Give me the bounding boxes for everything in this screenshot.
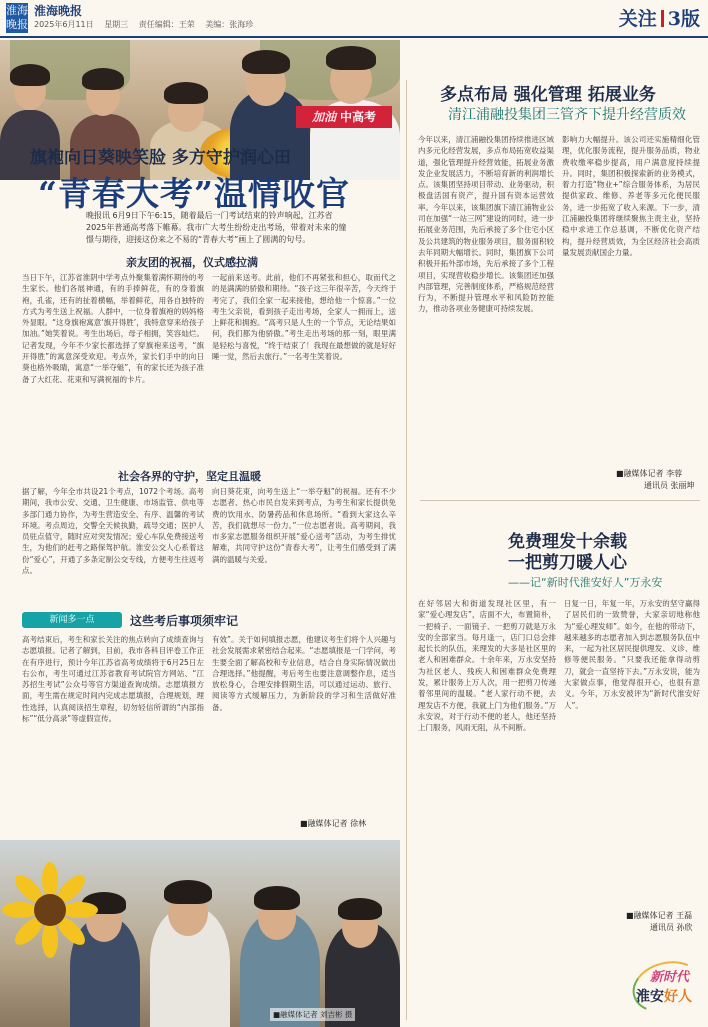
article3-column2: 日复一日，年复一年，万永安的坚守赢得了居民们的一致赞誉，大家亲切地称他为“爱心理发师”。如今，在他的带动下，越来越多的志愿者加入到志愿服务队伍中来，一起为社区居民提供理发、义诊、维修等便民服务。“只要我还能拿得动剪刀，就会一直坚持下去。”万永安说，能为大家做点事，他觉得很开心，也很有意义。今年，万永安被评为“新时代淮安好人”。 xyxy=(564,599,700,710)
article3-column1: 在好邻居大和街道发现社区里，有一家“爱心理发店”，店面不大，布置简朴，一把椅子、一面镜子、一把剪刀就是万永安的全部家当。每月逢一，店门口总会排起长长的队伍，来理发的大多是社区里的老人和困难群众。十余年来，万永安坚持为社区老人、残疾人和困难群众免费理发，累计服务上万人次，用一把剪刀传递着邻里间的温暖。“老人家行动不便，去理发店不方便，我就上门为他们服务。”万永安说，对于行动不便的老人，他还坚持上门服务，风雨无阻，从不间断。 xyxy=(418,599,556,733)
masthead xyxy=(0,0,708,36)
photo-hair xyxy=(338,898,382,920)
photo-hair xyxy=(164,880,212,904)
lead-title: “青春大考”温情收官 xyxy=(38,174,350,213)
section1-column1: 当日下午，江苏省淮阴中学考点外聚集着满怀期待的考生家长。他们各展神通，有的手捧鲜花，有的身着旗袍，孔雀，还有的扯着横幅，举着鲜花，用各自独特的方式为考生送上祝福。人群中，一位身着旗袍的妈妈格外显眼。“这身旗袍寓意‘旗开得胜’，我特意穿来给孩子加油。”她笑着说。考生出场后，母子相拥，笑容灿烂。记者发现，今年不少家长都选择了穿旗袍来送考，“旗开得胜”的寓意深受欢迎。考点外，家长们手中的向日葵也格外吸睛，寓意“一举夺魁”，有的家长还为孩子准备了大红花、花束和写满祝福的卡片。 xyxy=(22,273,204,384)
notice-column2: 有效”。关于如何填报志愿，他建议考生们将个人兴趣与社会发展需求紧密结合起来。“志愿填报是一门学问，考生要全面了解高校和专业信息，结合自身实际情况做出合理选择。”他提醒，考后考生也要注意调整作息，适当放松身心，合理安排假期生活，可以通过运动、旅行、阅读等方式缓解压力，为新阶段的学习和生活做好准备。 xyxy=(212,635,396,712)
photo-hair xyxy=(242,50,290,74)
article2-byline2: 通讯员 张丽坤 xyxy=(644,481,695,490)
section2-column2: 向日葵花束，向考生送上“一举夺魁”的祝福。还有不少志愿者、热心市民自发来到考点，为考生和家长提供免费的饮用水、防暑药品和休息场所。“看到大家这么辛苦，我们就想尽一份力。”一位志愿者说。高考期间，我市多家志愿服务组织开展“爱心送考”活动，为考生排忧解难，共同守护这份“青春大考”，让考生们感受到了满满的温暖与关爱。 xyxy=(212,487,396,564)
page-number: 3版 xyxy=(667,8,700,30)
lead-tag-text: 中高考 xyxy=(340,110,377,124)
issue-weekday: 星期三 xyxy=(104,20,129,29)
article3-title-line2: 一把剪刀暖人心 xyxy=(508,553,627,573)
logo-line2 xyxy=(636,986,692,1006)
newspaper-logo: 淮海晚报 xyxy=(6,4,28,31)
photo-hair xyxy=(254,886,300,910)
column-divider xyxy=(406,80,407,1020)
section1-heading: 亲友团的祝福，仪式感拉满 xyxy=(126,256,258,269)
section2-heading: 社会各界的守护，坚定且温暖 xyxy=(118,470,261,483)
notice-label: 新闻多一点 xyxy=(22,612,122,628)
lead-intro: 晚报讯 6月9日下午6:15，随着最后一门考试结束的铃声响起，江苏省2025年普通高考落下帷幕。我市广大考生纷纷走出考场，带着对未来的憧憬与期待，迎接这份来之不易的“青春大考”画上了圆满的句号。 xyxy=(86,211,347,244)
article3-byline1: ■融媒体记者 王磊 xyxy=(626,911,693,920)
article3-title-line1: 免费理发十余载 xyxy=(508,532,627,552)
lead-byline: ■融媒体记者 徐林 xyxy=(300,819,367,828)
article3-subtitle: ——记“新时代淮安好人”万永安 xyxy=(508,576,663,589)
sunflower-image xyxy=(0,860,100,960)
article-separator xyxy=(420,500,700,501)
article2-title: 多点布局 强化管理 拓展业务 xyxy=(440,85,656,105)
photo-hair xyxy=(326,46,376,70)
article2-subtitle: 清江浦融投集团三管齐下提升经营质效 xyxy=(448,107,686,123)
good-people-logo xyxy=(632,960,704,1020)
section1-column2: 一起前来送考。此前，他们不再紧张和担心，取而代之的是满满的骄傲和期待。“孩子这三年很辛苦，今天终于考完了，我们全家一起来接他，想给他一个惊喜。”一位考生父亲说，看到孩子走出考场，全家人一拥而上，送上鲜花和拥抱。“高考只是人生的一个节点，无论结果如何，我们都为他骄傲。”考生走出考场的那一刻，眼里满是轻松与喜悦，“终于结束了！我现在最想做的就是好好睡一觉，然后去旅行。”一名考生笑着说。 xyxy=(212,273,396,362)
logo-line1: 新时代 xyxy=(650,970,690,985)
photo-hair xyxy=(82,68,124,90)
article2-column1: 今年以来，清江浦融投集团持续推进区域内多元化经营发展，多点布局拓宽收益渠道，强化管理提升经营效能，拓展业务激发企业发展活力，不断培育新的利润增长点。该集团坚持项目带动、业务驱动，积极盘活国有资产，提升国有资本运营效率。今年以来，该集团旗下清江浦物业公司在加强“一站三网”建设的同时，进一步拓展业务范围，先后承接了多个住宅小区及公共建筑的物业服务项目，服务面积较去年同期大幅增长。同时，集团旗下公司积极开拓外部市场，先后承接了多个工程项目，实现营收稳步增长。该集团还加强内部管理，完善制度体系，严格规范经营行为，不断提升管理水平和风险防控能力，推动各项业务健康可持续发展。 xyxy=(418,135,554,314)
issue-date: 2025年6月11日 xyxy=(34,20,94,29)
notice-title: 这些考后事项须牢记 xyxy=(130,614,239,628)
photo-hair xyxy=(164,82,208,104)
photo-hair xyxy=(10,64,50,86)
issue-designer: 美编：张海珍 xyxy=(205,20,254,29)
section-name: 关注 xyxy=(618,8,657,30)
masthead-rule xyxy=(0,36,708,38)
notice-column1: 高考结束后，考生和家长关注的焦点转向了成绩查询与志愿填报。记者了解到，目前，我市各科目评卷工作正在有序进行，预计今年江苏省高考成绩将于6月25日左右公布，考生可通过江苏省教育考试院官方网站、“江苏招生考试”公众号等官方渠道查询成绩。志愿填报方面，考生需在规定时间内完成志愿填报，合理规划，理性选择，认真阅读招生章程，切勿轻信所谓的“内部指标”“低分高录”等虚假宣传。 xyxy=(22,635,204,724)
lead-tag xyxy=(296,106,392,128)
lead-subtitle: 旗袍向日葵映笑脸 多方守护润心田 xyxy=(30,148,291,168)
section2-column1: 据了解，今年全市共设21个考点，1072个考场。高考期间，我市公安、交通、卫生健康、市场监管、供电等多部门通力协作，为考生营造安全、有序、温馨的考试环境。考点周边，交警全天候执勤，疏导交通；医护人员驻点值守，随时应对突发情况；爱心车队免费接送考生，为他们的赶考之路保驾护航。淮安公交人心系着这份“爱心”，开通了多条定制公交专线，方便考生往返考点。 xyxy=(22,487,204,576)
logo-line2-b: 好人 xyxy=(664,989,692,1005)
lead-tag-em: 加油 xyxy=(311,110,336,124)
paper-name: 淮海晚报 xyxy=(34,4,83,18)
article2-byline1: ■融媒体记者 李蓉 xyxy=(616,469,683,478)
issue-editor: 责任编辑：王荣 xyxy=(138,20,195,29)
section-tag xyxy=(619,4,700,31)
section-divider xyxy=(661,10,664,27)
logo-line2-a: 淮安 xyxy=(636,989,664,1005)
photo-credit: ■融媒体记者 刘吉彬 摄 xyxy=(270,1008,355,1021)
article2-column2: 影响力大幅提升。该公司还实施精细化管理，优化服务流程，提升服务品质，物业费收缴率稳步提高，用户满意度持续提升。同时，集团积极探索新的业务模式，着力打造“物业+”综合服务体系，为居民提供家政、维修、养老等多元化便民服务，进一步拓宽了收入来源。下一步，清江浦融投集团将继续聚焦主责主业，坚持稳中求进工作总基调，不断优化资产结构，提升经营质效，为全区经济社会高质量发展贡献国企力量。 xyxy=(562,135,700,257)
article3-byline2: 通讯员 孙欣 xyxy=(650,923,693,932)
issue-meta xyxy=(34,19,261,30)
